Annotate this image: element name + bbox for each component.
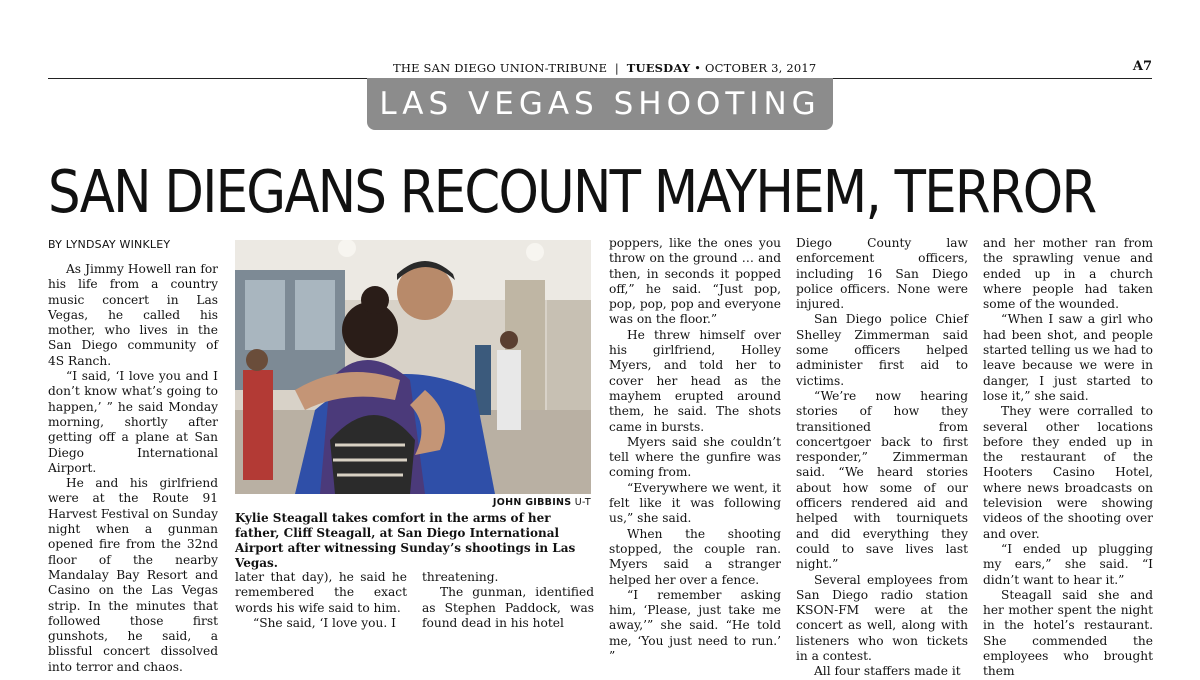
news-photo xyxy=(235,240,591,494)
paragraph: Diego County law enforcement officers, including 16 San Diego police officers. None were injured. xyxy=(796,236,968,312)
photographer-name: JOHN GIBBINS xyxy=(492,497,572,508)
paragraph: He and his girlfriend were at the Route 91 Harvest Festival on Sunday night when a gunman opened fire from the 32nd floor of the nearby Mandalay Bay Resort and Casino on the Las Vegas strip. In the minutes that followed those first gunshots, he said, a blissful concert dissolved into terror and chaos. xyxy=(48,476,218,674)
paragraph: “I ended up plugging my ears,” she said. “I didn’t want to hear it.” xyxy=(983,541,1153,587)
paragraph: He threw himself over his girlfriend, Holley Myers, and told her to cover her head as the mayhem erupted around them, he said. The shots came in bursts. xyxy=(609,327,781,434)
section-banner xyxy=(367,78,833,130)
paragraph: Myers said she couldn’t tell where the gunfire was coming from. xyxy=(609,434,781,480)
photo-caption: Kylie Steagall takes comfort in the arms of her father, Cliff Steagall, at San Diego International Airport after witnessing Sunday’s shootings in Las Vegas. xyxy=(235,511,576,570)
article-column-5 xyxy=(796,236,968,680)
paragraph: Steagall said she and her mother spent the night in the hotel’s restaurant. She commended the employees who brought them xyxy=(983,587,1153,679)
paragraph: later that day), he said he remembered the exact words his wife said to him. xyxy=(235,570,407,615)
article-column-2 xyxy=(235,570,407,631)
issue-date: OCTOBER 3, 2017 xyxy=(705,61,817,75)
paragraph: They were corralled to several other locations before they ended up in the restaurant of the Hooters Casino Hotel, where news broadcasts on television were showing videos of the shooting over and over. xyxy=(983,404,1153,541)
paragraph: When the shooting stopped, the couple ran. Myers said a stranger helped her over a fence. xyxy=(609,526,781,587)
paragraph: “I said, ‘I love you and I don’t know what’s going to happen,’ ” he said Monday morning, shortly after getting off a plane at San Diego International Airport. xyxy=(48,369,218,475)
byline: BY LYNDSAY WINKLEY xyxy=(48,238,171,251)
paragraph: The gunman, identified as Stephen Paddock, was found dead in his hotel xyxy=(422,585,594,630)
page-number: A7 xyxy=(1132,59,1152,74)
paragraph: “When I saw a girl who had been shot, and people started telling us we had to leave because we were in danger, I just started to lose it,” she said. xyxy=(983,312,1153,403)
paragraph: “We’re now hearing stories of how they transitioned from concertgoer back to first responder,” Zimmerman said. “We heard stories about how some of our officers rendered aid and helped with tourniquets and did everything they could to save lives last night.” xyxy=(796,388,968,572)
paper-name: THE SAN DIEGO UNION-TRIBUNE xyxy=(393,61,608,75)
photo-credit xyxy=(235,497,591,508)
paragraph: and her mother ran from the sprawling venue and ended up in a church where people had taken some of the wounded. xyxy=(983,236,1153,312)
headline: SAN DIEGANS RECOUNT MAYHEM, TERROR xyxy=(48,157,1096,226)
paragraph: poppers, like the ones you throw on the ground … and then, in seconds it popped off,” he said. “Just pop, pop, pop, pop and everyone was on the floor.” xyxy=(609,236,781,327)
photo-illustration xyxy=(235,240,591,494)
photo-credit-org: U-T xyxy=(574,497,591,508)
paragraph: Several employees from San Diego radio station KSON-FM were at the concert as well, along with listeners who won tickets in a contest. xyxy=(796,572,968,664)
article-column-6 xyxy=(983,236,1153,680)
paragraph: “Everywhere we went, it felt like it was following us,” she said. xyxy=(609,480,781,526)
paragraph: “She said, ‘I love you. I xyxy=(253,615,396,630)
article-column-1 xyxy=(48,262,218,675)
section-label: LAS VEGAS SHOOTING xyxy=(379,86,821,122)
paragraph: As Jimmy Howell ran for his life from a country music concert in Las Vegas, he called his mother, who lives in the San Diego community of 4S Ranch. xyxy=(48,262,218,368)
paragraph: San Diego police Chief Shelley Zimmerman said some officers helped administer first aid to victims. xyxy=(796,312,968,388)
masthead-dateline: THE SAN DIEGO UNION-TRIBUNE | TUESDAY • OCTOBER 3, 2017 xyxy=(393,61,817,75)
paragraph: “I remember asking him, ‘Please, just take me away,’” she said. “He told me, ‘You just need to run.’ ” xyxy=(609,587,781,664)
issue-day: TUESDAY xyxy=(626,61,691,75)
paragraph: threatening. xyxy=(422,570,499,584)
masthead xyxy=(48,60,1152,79)
article-column-4 xyxy=(609,236,781,664)
paragraph: All four staffers made it xyxy=(814,664,961,679)
article-column-3 xyxy=(422,570,594,631)
